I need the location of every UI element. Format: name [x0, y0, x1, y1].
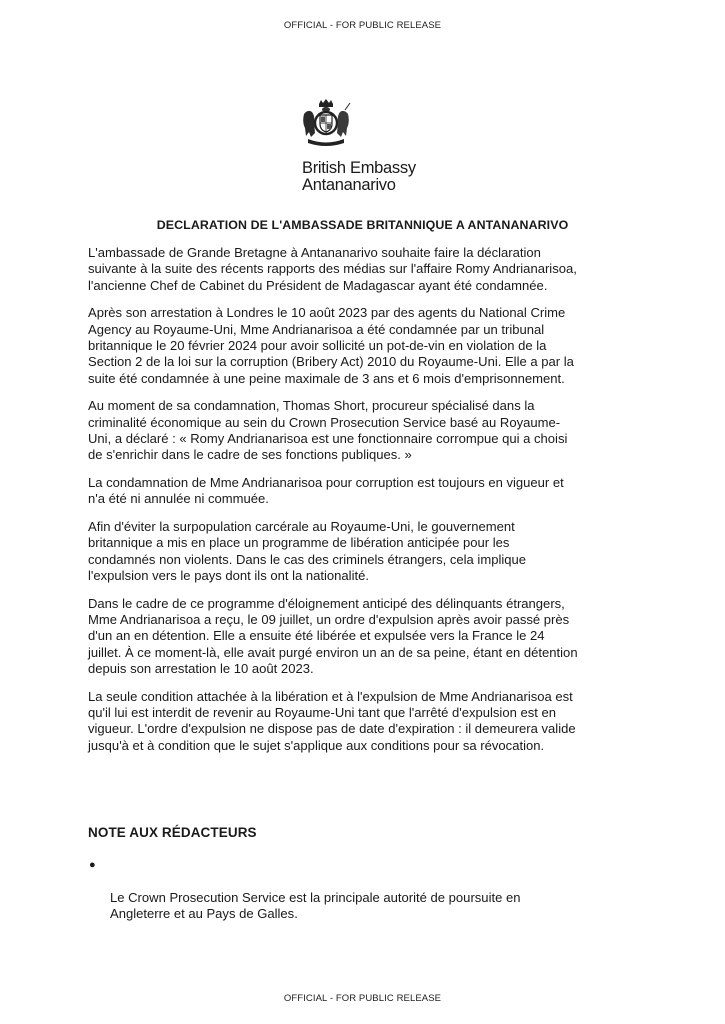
paragraph-3: Au moment de sa condamnation, Thomas Short, procureur spécialisé dans la criminalité économique au sein du Crown Prosecution Service basé au Royaume- Uni, a déclaré : « Romy Andrianarisoa est une fonctionnaire corrompue qui a choisi de s'enrichir dans le cadre de ses fonctions publiques. »	[88, 398, 568, 463]
note-text: Le Crown Prosecution Service est la principale autorité de poursuite en Angleterre et au Pays de Galles.	[110, 889, 521, 921]
paragraph-5: Afin d'éviter la surpopulation carcérale au Royaume-Uni, le gouvernement britannique a mis en place un programme de libération anticipée pour les condamnés non violents. Dans le cas des criminels étrangers, cela implique l'expulsion vers le pays dont ils ont la nationalité.	[88, 519, 527, 584]
embassy-name	[302, 160, 416, 194]
list-item	[88, 857, 648, 922]
paragraph-7: La seule condition attachée à la libération et à l'expulsion de Mme Andrianarisoa est qu'il lui est interdit de revenir au Royaume-Uni tant que l'arrêté d'expulsion est en vigueur. L'ordre d'expulsion ne dispose pas de date d'expiration : il demeurera valide jusqu'à et à condition que le sujet s'applique aux conditions pour sa révocation.	[88, 688, 576, 753]
embassy-name-line2: Antananarivo	[302, 176, 396, 194]
classification-header: OFFICIAL - FOR PUBLIC RELEASE	[283, 20, 442, 31]
classification-footer: OFFICIAL - FOR PUBLIC RELEASE	[283, 993, 442, 1004]
page-title: DECLARATION DE L'AMBASSADE BRITANNIQUE A ANTANANARIVO	[156, 218, 569, 232]
paragraph-1: L'ambassade de Grande Bretagne à Antananarivo souhaite faire la déclaration suivante à la suite des récents rapports des médias sur l'affaire Romy Andrianarisoa, l'ancienne Chef de Cabinet du Président de Madagascar ayant été condamnée.	[88, 245, 577, 293]
paragraph-4: La condamnation de Mme Andrianarisoa pour corruption est toujours en vigueur et n'a été ni annulée ni commuée.	[88, 475, 564, 507]
royal-coat-of-arms-icon	[300, 98, 352, 148]
paragraph-2: Après son arrestation à Londres le 10 août 2023 par des agents du National Crime Agency au Royaume-Uni, Mme Andrianarisoa a été condamnée par un tribunal britannique le 20 février 2024 pour avoir sollicité un pot-de-vin en violation de la Section 2 de la loi sur la corruption (Bribery Act) 2010 du Royaume-Uni. Elle a par la suite été condamnée à une peine maximale de 3 ans et 6 mois d'emprisonnement.	[88, 305, 574, 386]
statement-body	[88, 245, 648, 766]
notes-list	[88, 857, 648, 922]
paragraph-6: Dans le cadre de ce programme d'éloignement anticipé des délinquants étrangers, Mme Andrianarisoa a reçu, le 09 juillet, un ordre d'expulsion après avoir passé près d'un an en détention. Elle a ensuite été libérée et expulsée vers la France le 24 juillet. À ce moment-là, elle avait purgé environ un an de sa peine, étant en détention depuis son arrestation le 10 août 2023.	[88, 595, 578, 677]
notes-heading: NOTE AUX RÉDACTEURS	[88, 825, 257, 840]
embassy-name-line1: British Embassy	[302, 159, 416, 177]
bullet-icon: ●	[89, 859, 96, 871]
